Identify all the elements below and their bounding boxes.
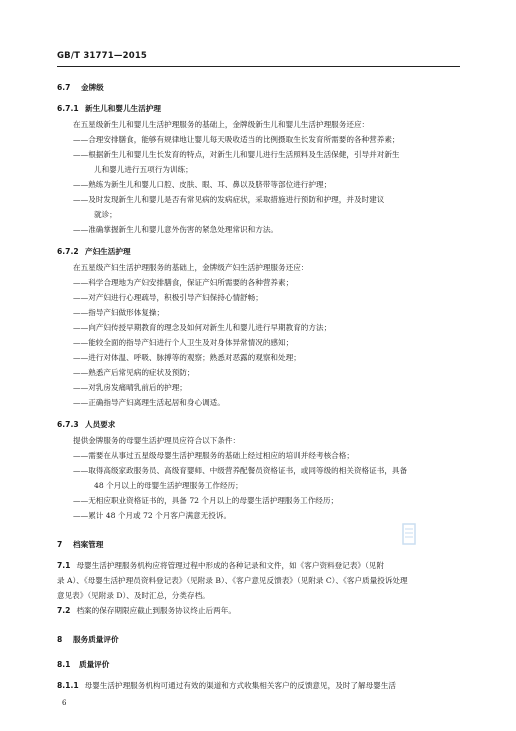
section-heading — [57, 539, 463, 550]
section-heading — [57, 82, 463, 93]
subsection-heading — [57, 659, 463, 670]
paragraph: 在五星级新生儿和婴儿生活护理服务的基础上，金牌级新生儿和婴儿生活护理服务还应： — [73, 120, 370, 129]
subsection-number: 8.1 — [57, 660, 71, 669]
subsection-heading — [57, 103, 463, 114]
section-title: 金牌级 — [81, 83, 104, 92]
clause-paragraph — [57, 603, 463, 618]
clause-continuation: 录 A）、《母婴生活护理员资料登记表》（见附录 B）、《客户意见反馈表》（见附录 C）、《客户质量投诉处理 — [57, 576, 408, 585]
list-item: ——无相应职业资格证书的，具备 72 个月以上的母婴生活护理服务工作经历； — [73, 496, 339, 505]
section-number: 6.7 — [57, 83, 71, 92]
subsection-title: 新生儿和婴儿生活护理 — [85, 104, 161, 113]
list-item-continuation: 儿和婴儿进行五项行为训练； — [94, 165, 193, 174]
document-body — [57, 82, 463, 693]
list-item: ——累计 48 个月或 72 个月客户满意无投诉。 — [73, 511, 232, 520]
subsection-number: 6.7.1 — [57, 104, 79, 113]
list-item: ——根据新生儿和婴儿生长发育的特点，对新生儿和婴儿进行生活照料及生活保健，引导并对新生 — [73, 150, 400, 159]
clause-text: 档案的保存期限应截止到服务协议终止后两年。 — [76, 606, 236, 615]
list-item: ——需要在从事过五星级母婴生活护理服务的基础上经过相应的培训并经考核合格； — [73, 451, 354, 460]
section-title: 档案管理 — [73, 540, 104, 549]
section-heading — [57, 634, 463, 645]
list-item: ——对乳房发痛晴乳前后的护理； — [73, 383, 187, 392]
paragraph: 提供金牌服务的母婴生活护理员应符合以下条件： — [73, 436, 241, 445]
subsection-number: 6.7.2 — [57, 247, 79, 256]
list-item: ——能较全面的指导产妇进行个人卫生及对身体异常情况的感知； — [73, 338, 294, 347]
subsection-heading — [57, 246, 463, 257]
standard-code-header: GB/T 31771—2015 — [57, 51, 148, 61]
list-item: ——正确指导产妇离理生活起居和身心调适。 — [73, 398, 225, 407]
clause-text: 母婴生活护理服务机构应将管理过程中形成的各种记录和文件，如《客户资料登记表》（见附 — [76, 561, 384, 570]
page-number: 6 — [62, 699, 67, 707]
clause-continuation: 意见表》（见附录 D）、及时汇总，分类存档。 — [57, 591, 210, 600]
header-rule — [57, 66, 460, 67]
section-number: 8 — [57, 635, 63, 644]
list-item-continuation: 48 个月以上的母婴生活护理服务工作经历； — [94, 481, 243, 490]
paragraph: 在五星级产妇生活护理服务的基础上，金牌级产妇生活护理服务还应： — [73, 263, 309, 272]
clause-number: 7.1 — [57, 561, 71, 570]
list-item: ——及时发现新生儿和婴儿是否有常见病的发病症状，采取措施进行预防和护理，并及时建议 — [73, 195, 385, 204]
clause-number: 7.2 — [57, 606, 71, 615]
list-item: ——进行对体温、呼吸、脉搏等的观察；熟悉对恶露的观察和处理； — [73, 353, 301, 362]
section-number: 7 — [57, 540, 63, 549]
subsection-title: 产妇生活护理 — [85, 247, 131, 256]
list-item-continuation: 就诊； — [94, 210, 117, 219]
list-item: ——合理安排膳食，能够有规律地让婴儿每天吸收适当的比例摄取生长发育所需要的各种营养素； — [73, 135, 400, 144]
section-title: 服务质量评价 — [73, 635, 119, 644]
list-item: ——熟悉产后常见病的症状及预防； — [73, 368, 195, 377]
subsection-title: 质量评价 — [79, 660, 110, 669]
list-item: ——熟练为新生儿和婴儿口腔、皮肤、眼、耳、鼻以及脐带等部位进行护理； — [73, 180, 332, 189]
list-item: ——准确掌握新生儿和婴儿意外伤害的紧急处理常识和方法。 — [73, 225, 279, 234]
list-item: ——取得高级家政服务员、高级育婴师、中级营养配餐员资格证书，或同等级的相关资格证书，具备 — [73, 466, 408, 475]
list-item: ——向产妇传授早期教育的理念及如何对新生儿和婴儿进行早期教育的方法； — [73, 323, 332, 332]
subsection-heading — [57, 419, 463, 430]
clause-paragraph — [57, 678, 463, 693]
subsection-title: 人员要求 — [85, 420, 116, 429]
list-item: ——科学合理地为产妇安排膳食，保证产妇所需要的各种营养素； — [73, 278, 294, 287]
list-item: ——对产妇进行心理疏导，积极引导产妇保持心情舒畅； — [73, 293, 263, 302]
subsection-number: 6.7.3 — [57, 420, 79, 429]
clause-paragraph — [57, 558, 463, 573]
clause-number: 8.1.1 — [57, 681, 79, 690]
list-item: ——指导产妇做形体复操； — [73, 308, 165, 317]
clause-text: 母婴生活护理服务机构可通过有效的渠道和方式收集相关客户的反馈意见，及时了解母婴生活 — [84, 681, 396, 690]
